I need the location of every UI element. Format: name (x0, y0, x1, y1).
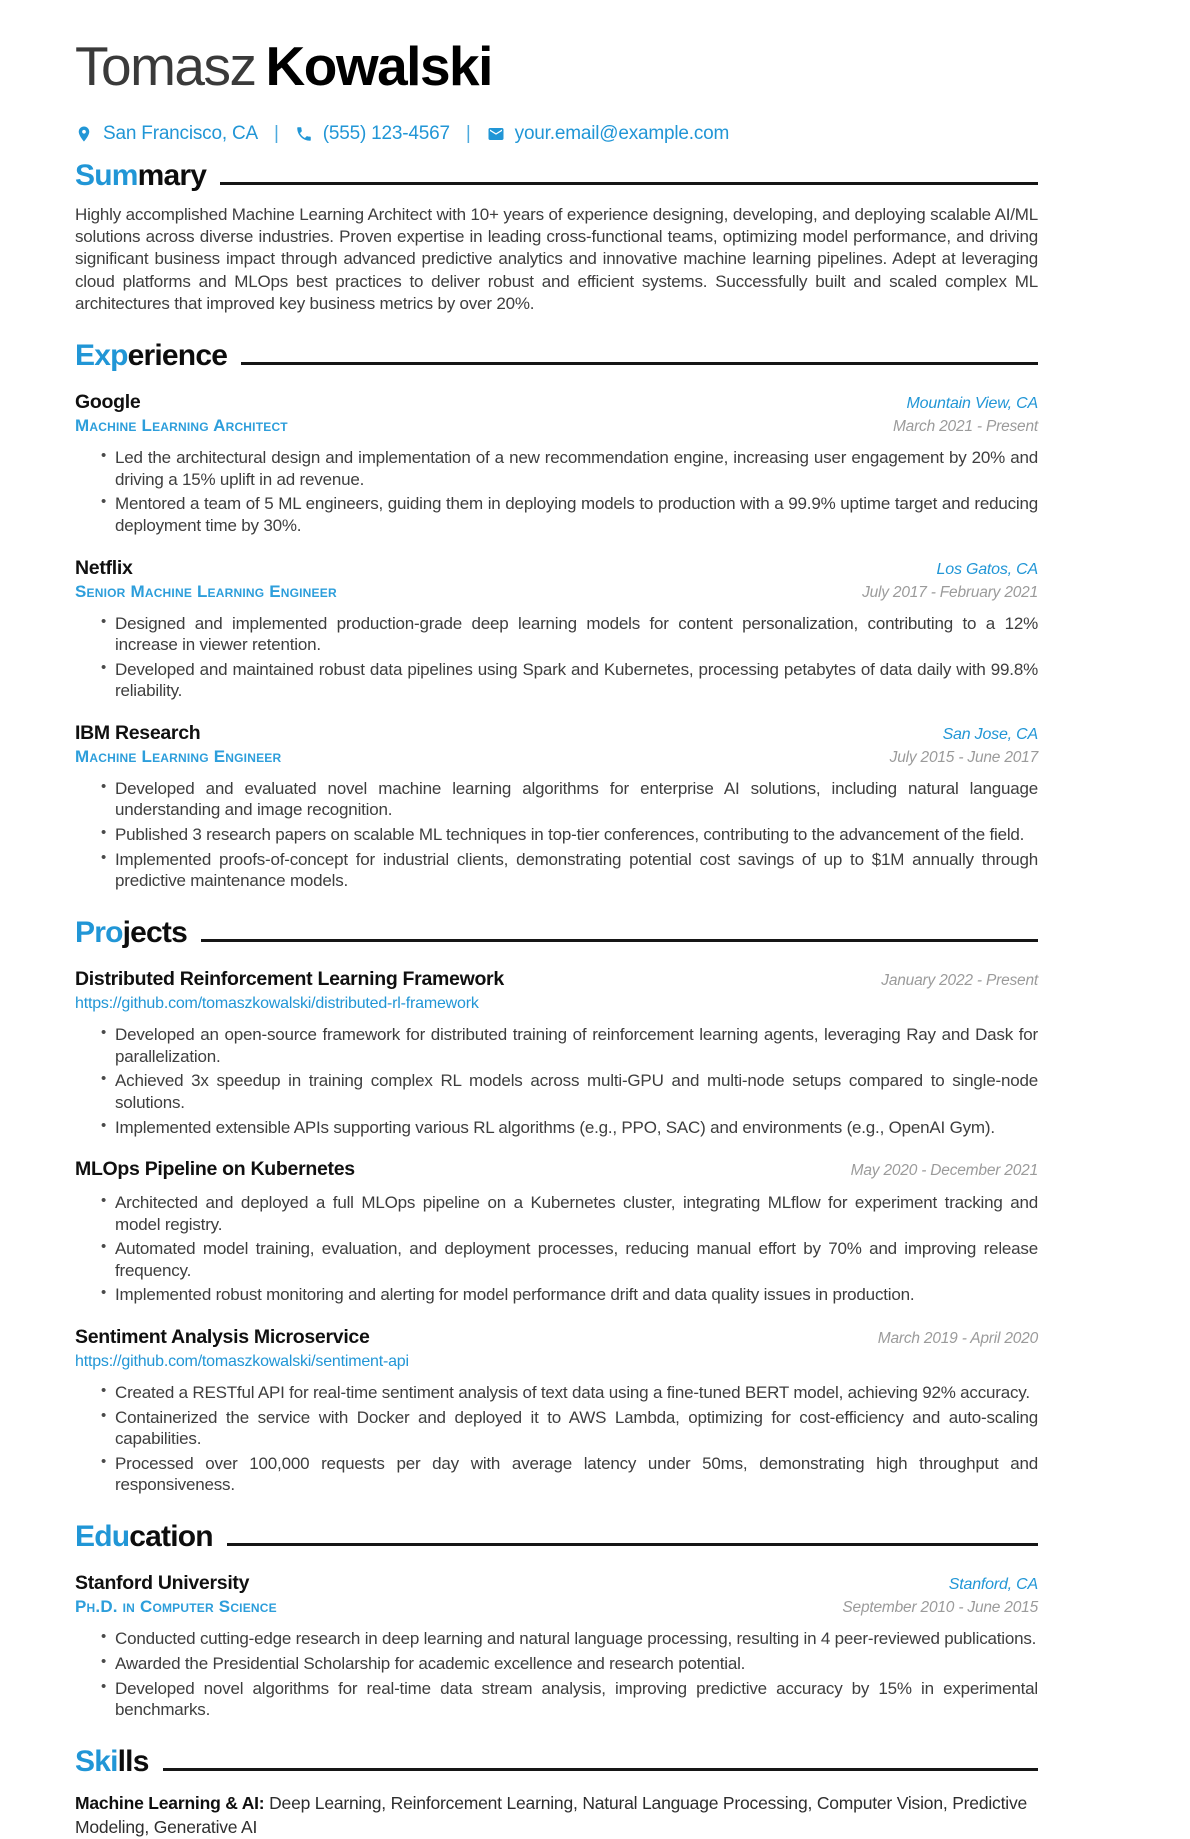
company-name: Google (75, 391, 141, 414)
section-title (75, 1746, 149, 1778)
bullet-item: • Implemented proofs-of-concept for industrial clients, demonstrating potential cost savings of up to $1M annually through predictive maintenance models. (101, 849, 1038, 892)
location-pin-icon (75, 125, 93, 143)
bullet-item: • Architected and deployed a full MLOps pipeline on a Kubernetes cluster, integrating MLflow for experiment tracking and model registry. (101, 1192, 1038, 1235)
degree: Ph.D. in Computer Science (75, 1597, 277, 1617)
bullet-item: • Automated model training, evaluation, and deployment processes, reducing manual effort by 70% and improving release frequency. (101, 1238, 1038, 1281)
bullet-list (75, 613, 1038, 702)
section-title-rest: cation (129, 1519, 213, 1553)
section-projects (75, 917, 1038, 1496)
section-rule (227, 1543, 1038, 1546)
section-title-rest: erience (127, 338, 228, 372)
bullet-item: • Processed over 100,000 requests per day with average latency under 50ms, demonstrating high throughput and responsiveness. (101, 1453, 1038, 1496)
company-name: IBM Research (75, 721, 201, 744)
last-name: Kowalski (265, 35, 492, 97)
job-dates: March 2021 - Present (892, 418, 1038, 436)
contact-row (75, 123, 1038, 145)
job-location: San Jose, CA (942, 725, 1038, 743)
skills-category-items: Deep Learning, Reinforcement Learning, Natural Language Processing, Computer Vision, Predictive Modeling, Generative AI (75, 1793, 1028, 1837)
contact-email-link[interactable]: your.email@example.com (514, 122, 730, 144)
bullet-item: • Developed and evaluated novel machine learning algorithms for enterprise AI solutions, including natural language understanding and image recognition. (101, 778, 1038, 821)
bullet-item: • Led the architectural design and implementation of a new recommendation engine, increasing user engagement by 20% and driving a 15% uplift in ad revenue. (101, 447, 1038, 490)
section-title (75, 340, 227, 372)
summary-heading (75, 160, 1038, 192)
experience-entry (75, 557, 1038, 702)
contact-separator: | (274, 122, 279, 144)
first-name: Tomasz (75, 35, 256, 97)
project-dates: January 2022 - Present (881, 972, 1038, 990)
project-title: Sentiment Analysis Microservice (75, 1326, 370, 1349)
experience-heading (75, 340, 1038, 372)
job-dates: July 2017 - February 2021 (862, 583, 1038, 601)
job-position: Machine Learning Engineer (75, 746, 282, 766)
bullet-item: • Designed and implemented production-grade deep learning models for content personalization, contributing to a 12% increase in viewer retention. (101, 613, 1038, 656)
section-rule (201, 939, 1038, 942)
bullet-item: • Mentored a team of 5 ML engineers, guiding them in deploying models to production with a 99.9% uptime target and reducing deployment time by 30%. (101, 493, 1038, 536)
education-entry (75, 1572, 1038, 1720)
bullet-item: • Implemented robust monitoring and alerting for model performance drift and data quality issues in production. (101, 1284, 1038, 1306)
job-position: Machine Learning Architect (75, 416, 288, 436)
bullet-item: • Implemented extensible APIs supporting various RL algorithms (e.g., PPO, SAC) and environments (e.g., OpenAI Gym). (101, 1117, 1038, 1139)
skills-category-label: Machine Learning & AI: (75, 1793, 265, 1814)
section-title-accent: Pro (75, 915, 123, 949)
project-entry (75, 1158, 1038, 1306)
bullet-item: • Developed novel algorithms for real-time data stream analysis, improving predictive accuracy by 15% in experimental benchmarks. (101, 1678, 1038, 1721)
section-title (75, 917, 187, 949)
section-title (75, 160, 206, 192)
project-url-link[interactable]: https://github.com/tomaszkowalski/distributed-rl-framework (75, 995, 479, 1013)
school-location: Stanford, CA (948, 1576, 1038, 1594)
contact-location: San Francisco, CA (103, 122, 258, 144)
experience-entry (75, 722, 1038, 892)
project-title: Distributed Reinforcement Learning Framework (75, 968, 504, 991)
project-title: MLOps Pipeline on Kubernetes (75, 1158, 355, 1181)
bullet-list (75, 1628, 1038, 1720)
job-position: Senior Machine Learning Engineer (75, 581, 337, 601)
section-experience (75, 340, 1038, 892)
bullet-item: • Containerized the service with Docker and deployed it to AWS Lambda, optimizing for cost-efficiency and auto-scaling capabilities. (101, 1407, 1038, 1450)
bullet-list (75, 1382, 1038, 1496)
education-heading (75, 1521, 1038, 1553)
project-dates: March 2019 - April 2020 (877, 1330, 1038, 1348)
bullet-list (75, 778, 1038, 892)
section-rule (241, 362, 1038, 365)
section-title-rest: lls (117, 1744, 149, 1778)
skills-heading (75, 1746, 1038, 1778)
section-rule (163, 1768, 1038, 1771)
school-name: Stanford University (75, 1572, 250, 1595)
email-icon (487, 125, 505, 143)
bullet-item: • Developed an open-source framework for distributed training of reinforcement learning agents, leveraging Ray and Dask for parallelization. (101, 1024, 1038, 1067)
bullet-item: • Created a RESTful API for real-time sentiment analysis of text data using a fine-tuned BERT model, achieving 92% accuracy. (101, 1382, 1038, 1404)
bullet-list (75, 1024, 1038, 1138)
job-location: Mountain View, CA (906, 395, 1038, 413)
section-rule (220, 182, 1038, 185)
section-skills (75, 1746, 1038, 1839)
section-title-accent: Sum (75, 158, 138, 192)
project-dates: May 2020 - December 2021 (850, 1162, 1038, 1180)
education-dates: September 2010 - June 2015 (842, 1599, 1038, 1617)
phone-icon (295, 125, 313, 143)
section-title (75, 1521, 213, 1553)
section-summary (75, 160, 1038, 315)
experience-entry (75, 391, 1038, 536)
project-entry (75, 1326, 1038, 1496)
project-url-link[interactable]: https://github.com/tomaszkowalski/sentiment-api (75, 1353, 409, 1371)
section-title-rest: mary (137, 158, 207, 192)
contact-phone: (555) 123-4567 (322, 122, 450, 144)
section-title-accent: Ski (75, 1744, 118, 1778)
bullet-item: • Awarded the Presidential Scholarship for academic excellence and research potential. (101, 1653, 1038, 1675)
bullet-list (75, 1192, 1038, 1306)
person-name (75, 35, 1038, 97)
projects-heading (75, 917, 1038, 949)
company-name: Netflix (75, 556, 133, 579)
contact-separator: | (465, 122, 471, 144)
job-location: Los Gatos, CA (936, 560, 1038, 578)
bullet-item: • Published 3 research papers on scalable ML techniques in top-tier conferences, contributing to the advancement of the field. (101, 824, 1038, 846)
job-dates: July 2015 - June 2017 (889, 748, 1038, 766)
bullet-item: • Achieved 3x speedup in training complex RL models across multi-GPU and multi-node setups compared to single-node solutions. (101, 1070, 1038, 1113)
section-title-accent: Exp (75, 338, 128, 372)
bullet-list (75, 447, 1038, 536)
skills-category (75, 1792, 1038, 1839)
section-title-accent: Edu (75, 1519, 130, 1553)
section-education (75, 1521, 1038, 1721)
summary-paragraph: Highly accomplished Machine Learning Architect with 10+ years of experience designing, developing, and deploying scalable AI/ML solutions across diverse industries. Proven expertise in leading cross-functional teams, optimizing model performance, and driving significant business impact through advanced predictive analytics and innovative machine learning pipelines. Adept at leveraging cloud platforms and MLOps best practices to deliver robust and efficient systems. Successfully built and scaled complex ML architectures that improved key business metrics by over 20%. (75, 205, 1038, 313)
section-title-rest: jects (122, 915, 188, 949)
bullet-item: • Conducted cutting-edge research in deep learning and natural language processing, resulting in 4 peer-reviewed publications. (101, 1628, 1038, 1650)
bullet-item: • Developed and maintained robust data pipelines using Spark and Kubernetes, processing petabytes of data daily with 99.8% reliability. (101, 659, 1038, 702)
project-entry (75, 968, 1038, 1138)
